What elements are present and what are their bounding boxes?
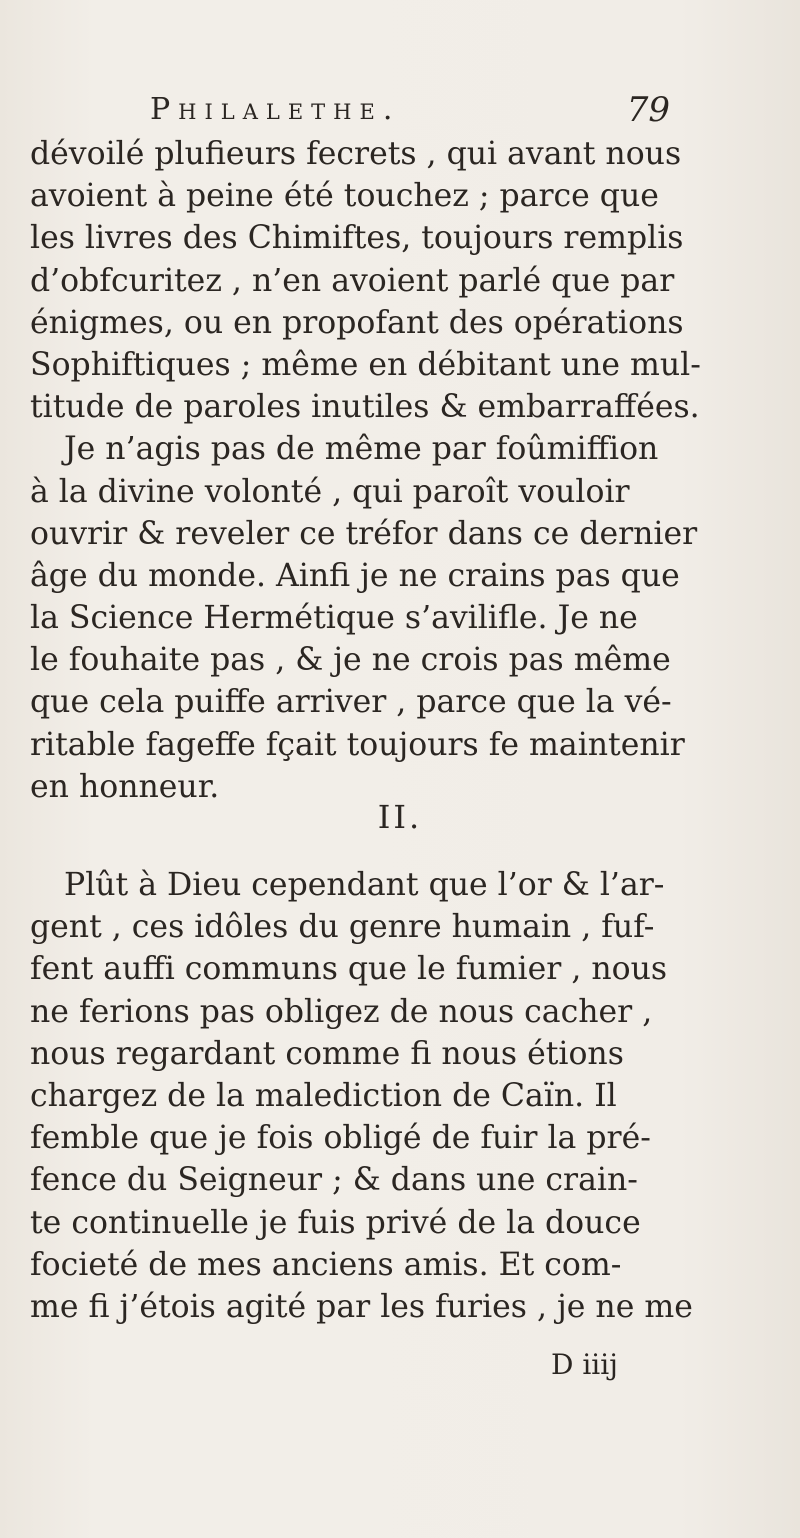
- text-line: d’obfcuritez , n’en avoient parlé que par: [30, 262, 675, 299]
- paragraph: [30, 133, 701, 428]
- text-line: nous regardant comme fi nous étions: [30, 1035, 624, 1072]
- section-heading: II.: [377, 798, 423, 836]
- text-line: ritable fageffe fçait toujours fe maintenir: [30, 726, 685, 763]
- text-line: que cela puiffe arriver , parce que la vé-: [30, 684, 672, 721]
- text-line: ouvrir & reveler ce tréfor dans ce dernier: [30, 515, 698, 552]
- text-line: fent auffi communs que le fumier , nous: [30, 951, 668, 988]
- text-line: à la divine volonté , qui paroît vouloir: [30, 473, 630, 510]
- paragraph: [30, 864, 693, 1328]
- text-line: femble que je fois obligé de fuir la pré-: [30, 1120, 651, 1157]
- text-line: te continuelle je fuis privé de la douce: [30, 1204, 641, 1241]
- main-text-block: [30, 133, 701, 808]
- text-line: âge du monde. Ainfi je ne crains pas que: [30, 557, 680, 594]
- text-line: fence du Seigneur ; & dans une crain-: [30, 1162, 638, 1199]
- text-line: Plût à Dieu cependant que l’or & l’ar-: [64, 867, 665, 903]
- text-line: Je n’agis pas de même par foûmiffion: [64, 431, 659, 468]
- text-line: énigmes, ou en propofant des opérations: [30, 304, 684, 341]
- paragraph: [30, 428, 698, 808]
- text-line: titude de paroles inutiles & embarraffées.: [30, 389, 700, 426]
- text-line: focieté de mes anciens amis. Et com-: [30, 1246, 622, 1283]
- text-line: le fouhaite pas , & je ne crois pas même: [30, 642, 671, 679]
- signature-mark: D iiij: [551, 1348, 618, 1381]
- text-line: ne ferions pas obligez de nous cacher ,: [30, 993, 653, 1030]
- page-number: 79: [626, 90, 670, 130]
- text-line: gent , ces idôles du genre humain , fuf-: [30, 909, 655, 946]
- running-head: Philalethe.: [150, 92, 401, 127]
- text-line: Sophiftiques ; même en débitant une mul-: [30, 346, 701, 383]
- main-text-block-2: [30, 864, 693, 1328]
- page-header: [150, 92, 670, 136]
- text-line: avoient à peine été touchez ; parce que: [30, 178, 659, 215]
- text-line: dévoilé plufieurs fecrets , qui avant nous: [30, 136, 682, 172]
- text-line: la Science Hermétique s’avilifle. Je ne: [30, 600, 638, 637]
- text-line: chargez de la malediction de Caïn. Il: [30, 1077, 617, 1114]
- text-line: me fi j’étois agité par les furies , je ne me: [30, 1288, 693, 1325]
- text-line: en honneur.: [30, 768, 220, 805]
- text-line: les livres des Chimiftes, toujours remplis: [30, 220, 684, 257]
